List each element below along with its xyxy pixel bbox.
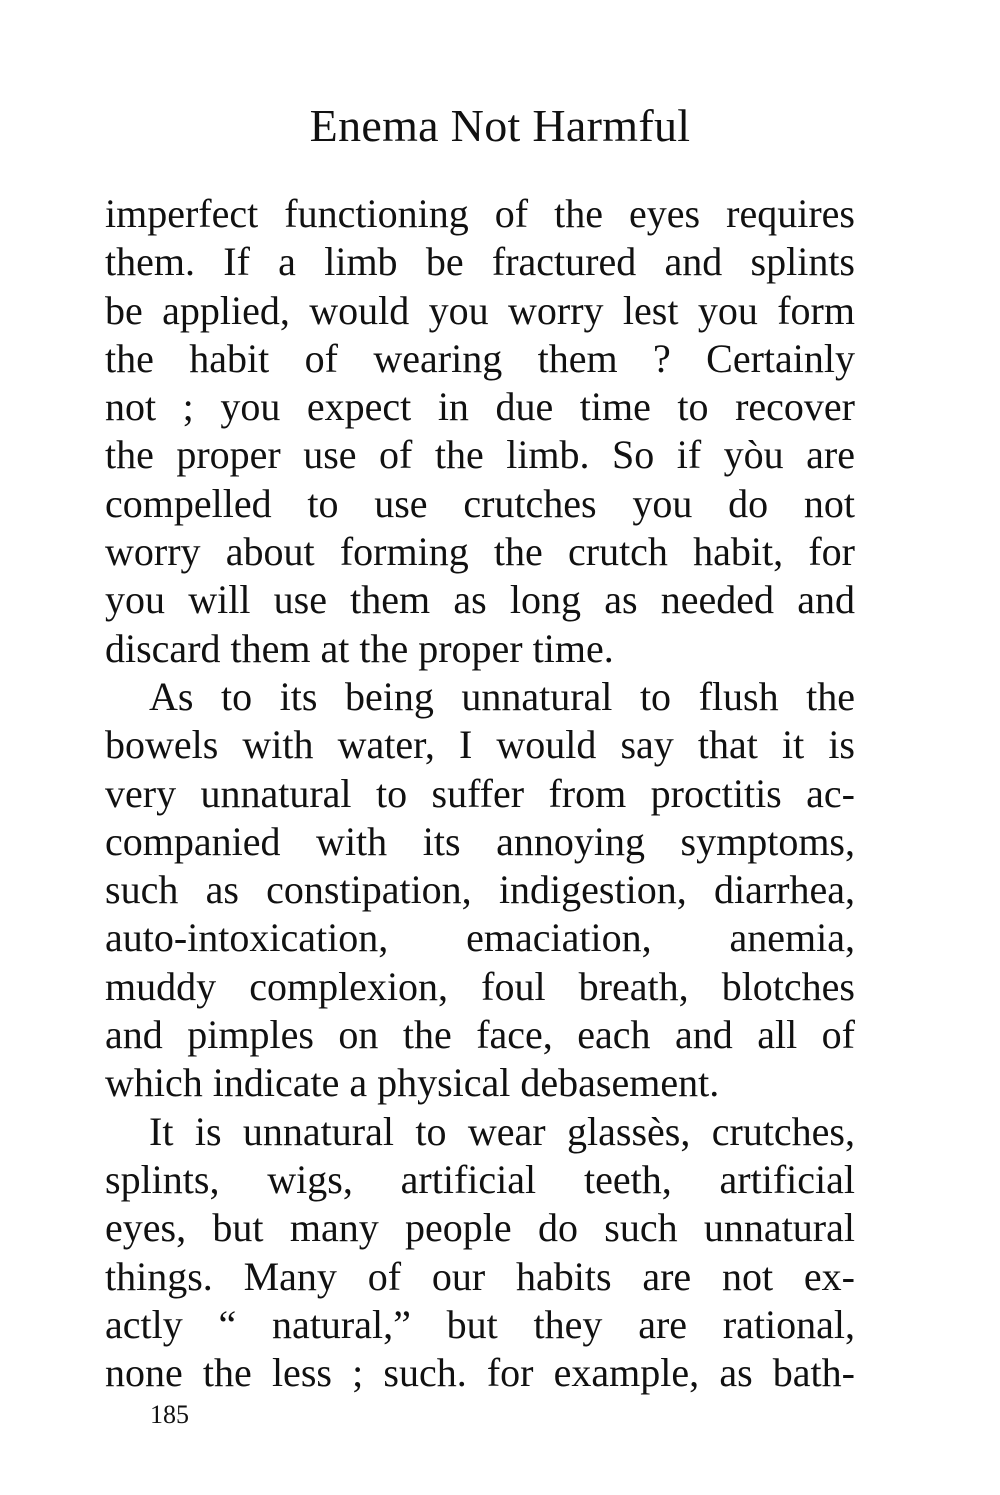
text-line: It is unnatural to wear glassès, crutches, bbox=[149, 1108, 855, 1154]
text-line: splints, wigs, artificial teeth, artificial bbox=[105, 1156, 855, 1202]
text-line: worry about forming the crutch habit, for bbox=[105, 529, 855, 575]
text-line: you will use them as long as needed and bbox=[105, 577, 855, 623]
text-line: companied with its annoying symptoms, bbox=[105, 818, 855, 864]
text-line: actly “ natural,” but they are rational, bbox=[105, 1301, 855, 1347]
text-line: auto-intoxication, emaciation, anemia, bbox=[105, 915, 855, 961]
text-line: muddy complexion, foul breath, blotches bbox=[105, 963, 855, 1009]
running-head: Enema Not Harmful bbox=[309, 100, 691, 151]
text-line: As to its being unnatural to flush the bbox=[149, 673, 855, 719]
text-line: none the less ; such. for example, as bath- bbox=[105, 1350, 855, 1396]
page-number: 185 bbox=[150, 1400, 189, 1429]
text-line: and pimples on the face, each and all of bbox=[105, 1012, 855, 1058]
text-line: bowels with water, I would say that it is bbox=[105, 722, 855, 768]
text-line: very unnatural to suffer from proctitis ac- bbox=[105, 770, 855, 816]
text-line: things. Many of our habits are not ex- bbox=[105, 1253, 855, 1299]
text-line: which indicate a physical debasement. bbox=[105, 1060, 720, 1106]
text-line: such as constipation, indigestion, diarrhea, bbox=[105, 867, 855, 913]
text-line: the habit of wearing them ? Certainly bbox=[105, 335, 855, 381]
text-line: the proper use of the limb. So if yòu are bbox=[105, 432, 855, 478]
text-line: compelled to use crutches you do not bbox=[105, 480, 855, 526]
body-text bbox=[105, 190, 855, 1397]
text-line: not ; you expect in due time to recover bbox=[105, 384, 855, 430]
text-line: be applied, would you worry lest you form bbox=[105, 287, 855, 333]
text-line: eyes, but many people do such unnatural bbox=[105, 1205, 855, 1251]
text-line: discard them at the proper time. bbox=[105, 625, 614, 671]
text-line: them. If a limb be fractured and splints bbox=[105, 239, 855, 285]
text-line: imperfect functioning of the eyes requires bbox=[105, 191, 855, 236]
